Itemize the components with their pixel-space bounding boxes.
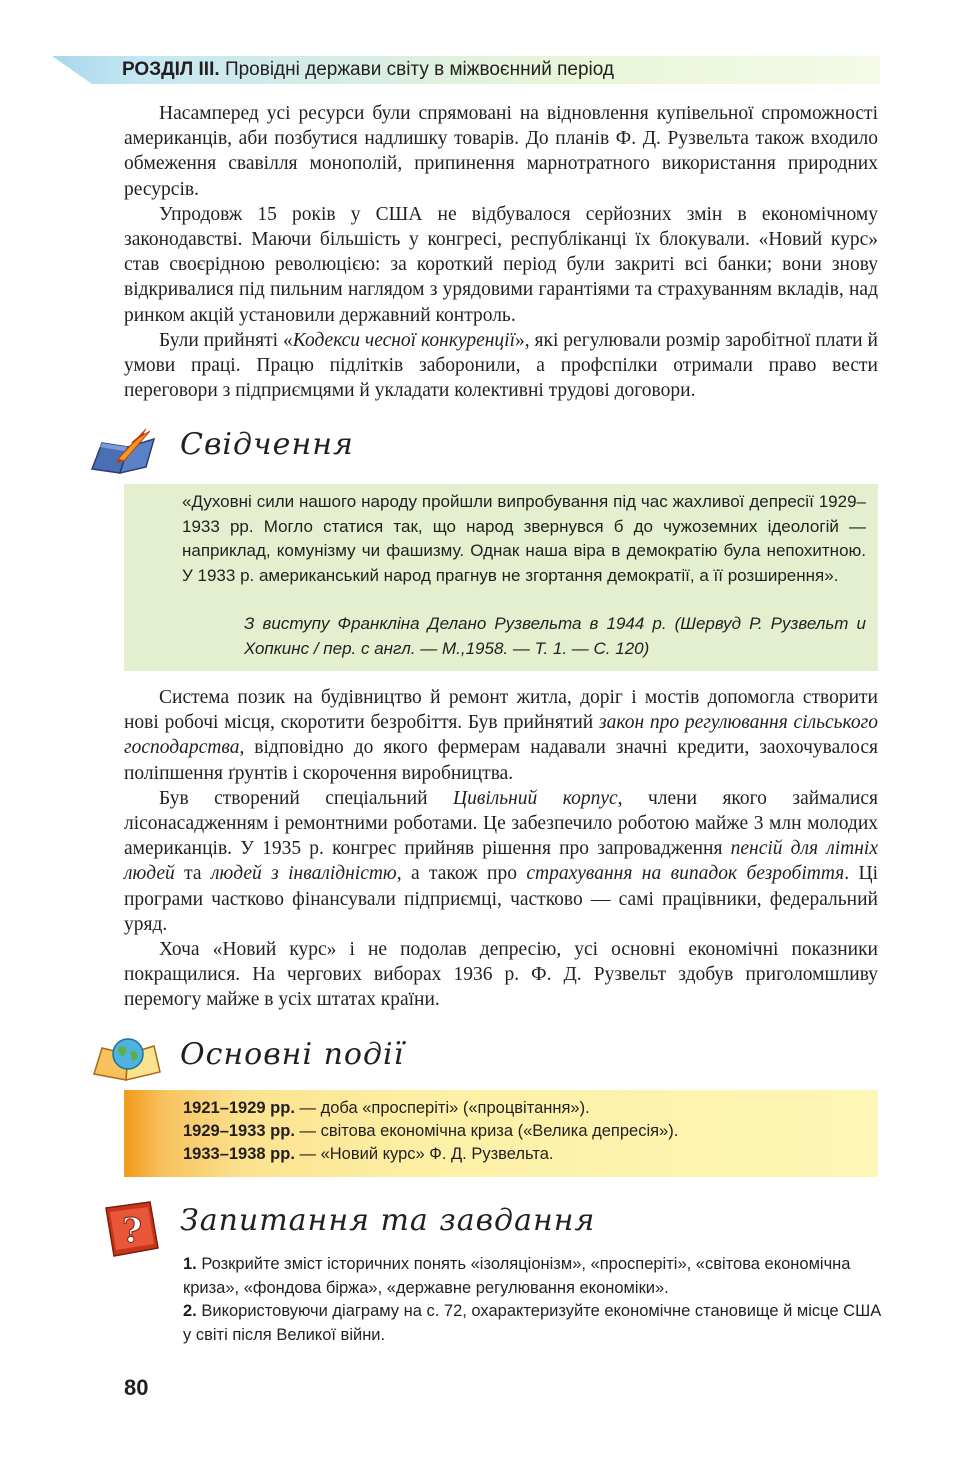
text-run: Насамперед усі ресурси були спрямовані на відновлення купівельної спроможності американців, аби позбутися надлишку товарів. До планів Ф. Д. Рузвельта також входило обмеження свавілля монополій, припинення марнотратного використання природних ресурсів. [124,103,878,200]
event-years: 1933–1938 рр. [183,1145,295,1163]
paragraph [124,202,878,328]
page-header [122,59,614,81]
paragraph [124,101,878,202]
event-item [183,1143,678,1166]
section-number: РОЗДІЛ III. [122,59,220,80]
globe-book-icon [92,1034,164,1084]
italic-term: пенсій для літніх людей [124,838,878,885]
event-years: 1921–1929 рр. [183,1099,295,1117]
questions-list [183,1253,883,1347]
italic-term: страхування на випадок безробіття [526,863,845,885]
italic-term: закон про регулювання сільського господарства [124,712,878,759]
event-text: — «Новий курс» Ф. Д. Рузвельта. [294,1145,554,1163]
text-run: та [174,863,211,885]
italic-term: Цивільний корпус [453,787,618,809]
event-item [183,1097,678,1120]
text-run: Система позик на будівництво й ремонт житла, доріг і мостів допомогла створити нові робочі місця, скоротити безробіття. Був прийнятий [124,687,878,734]
italic-term: людей з інвалідністю [210,863,397,885]
question-text: Розкрийте зміст історичних понять «ізоляціонізм», «просперіті», «світова економічна криза», «фондова біржа», «державне регулювання економіки». [183,1255,851,1297]
text-run: », які регулювали розмір заробітної плати й умови праці. Працю підлітків заборонили, а профспілки отримали право вести переговори з підприємцями й укладати колективні трудові договори. [124,329,878,402]
text-run: Упродовж 15 років у США не відбувалося серйозних змін в економічному законодавстві. Маючи більшість у конгресі, республіканці їх блокували. «Новий курс» став своєрідною революцією: за короткий період були закриті всі банки; вони знову відкривалися під пильним наглядом з урядовими гарантіями та страхуванням вкладів, над ринком акцій установили державний контроль. [124,203,878,326]
page-number: 80 [124,1375,149,1400]
body-text-middle [124,685,878,1013]
evidence-title: Свідчення [180,427,354,462]
paragraph [124,937,878,1013]
event-text: — доба «просперіті» («процвітання»). [294,1099,590,1117]
quote-source: З виступу Франкліна Делано Рузвельта в 1944 р. (Шервуд Р. Рузвельт и Хопкинс / пер. с англ. — М.,1958. — Т. 1. — С. 120) [244,614,866,658]
question-mark-icon [100,1198,164,1260]
text-run: , відповідно до якого фермерам надавали значні кредити, заохочувалося поліпшення ґрунтів і скорочення виробництва. [124,737,878,784]
quote-text: «Духовні сили нашого народу пройшли випробування під час жахливої депресії 1929–1933 рр. Могло статися так, що народ звернувся б до чужоземних ідеологій — наприклад, комунізму чи фашизму. Однак наша віра в демократію була непохитною. У 1933 р. американський народ прагнув не згортання демократії, а її розширення». [182,492,866,585]
question-text: Використовуючи діаграму на с. 72, охарактеризуйте економічне становище й місце США у світі після Великої війни. [183,1302,882,1344]
question-item [183,1300,883,1347]
text-run: Були прийняті « [159,329,293,351]
paragraph [124,786,878,937]
question-number: 2. [183,1302,197,1320]
section-title: Провідні держави світу в міжвоєнний період [224,59,614,80]
text-run: . Ці програми частково фінансували підприємці, частково — самі працівники, федеральний уряд. [124,863,879,935]
events-list [183,1097,678,1166]
svg-text:?: ? [122,1211,142,1251]
body-text-top [124,101,878,403]
paragraph [124,685,878,786]
text-run: Хоча «Новий курс» і не подолав депресію, усі основні економічні показники покращилися. На чергових виборах 1936 р. Ф. Д. Рузвельт здобув приголомшливу перемогу майже в усіх штатах країни. [124,939,878,1011]
text-run: Був створений спеціальний [159,787,454,809]
quill-book-icon [88,425,164,477]
event-years: 1929–1933 рр. [183,1122,295,1140]
events-title: Основні події [180,1037,405,1072]
event-item [183,1120,678,1143]
text-run: , члени якого займалися лісонасадженням і ремонтними роботами. Це забезпечило роботою майже 3 млн молодих американців. У 1935 р. конгрес прийняв рішення про запровадження [124,787,878,860]
italic-term: Кодекси чесної конкуренції [292,329,515,351]
event-text: — світова економічна криза («Велика депресія»). [294,1122,679,1140]
paragraph [124,328,878,404]
text-run: , а також про [396,863,527,885]
questions-title: Запитання та завдання [180,1203,596,1238]
question-item [183,1253,883,1300]
question-number: 1. [183,1255,197,1273]
